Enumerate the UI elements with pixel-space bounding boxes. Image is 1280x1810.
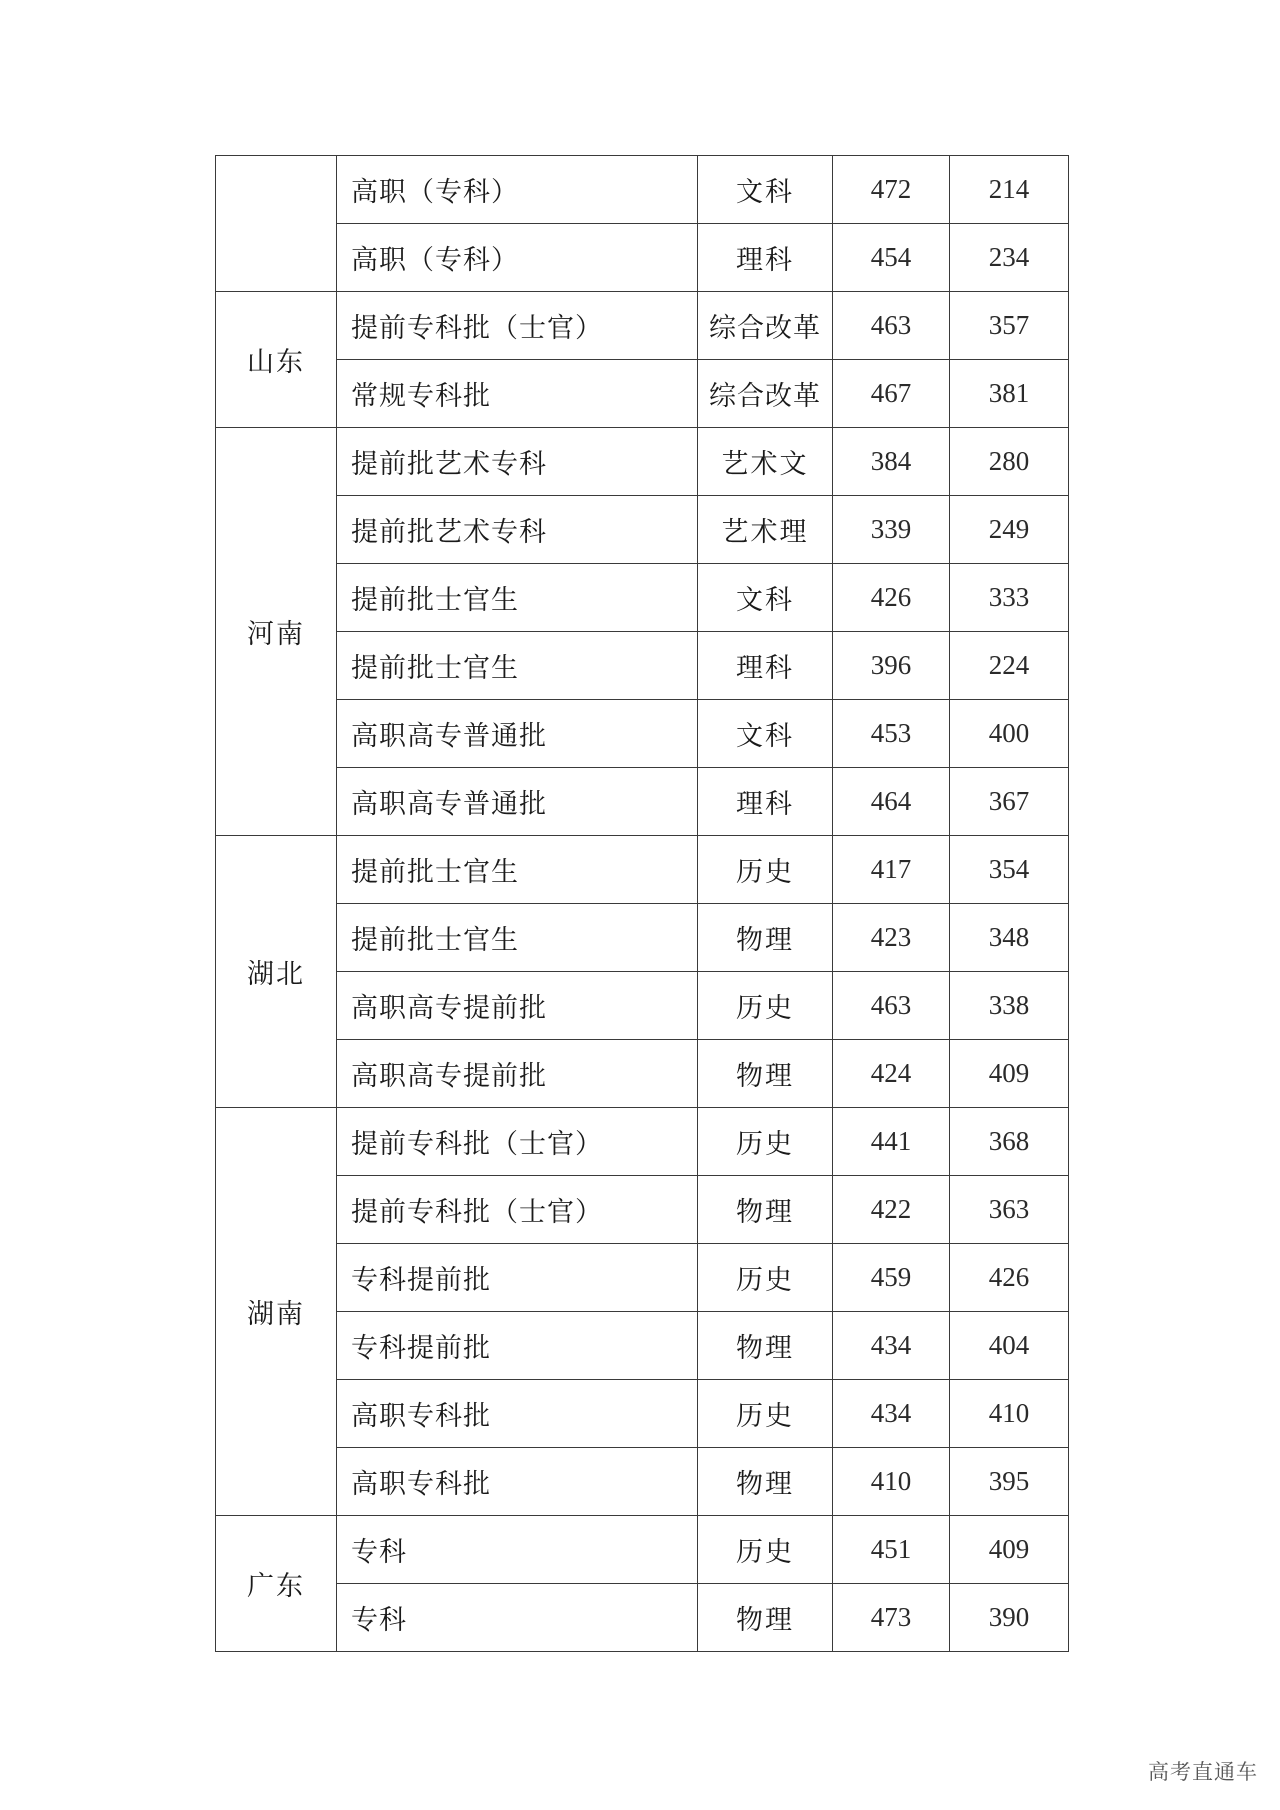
table-row [216,564,1069,632]
score-b-cell: 234 [950,224,1069,292]
score-a-cell: 464 [833,768,950,836]
watermark: 高考直通车 [1148,1760,1258,1784]
category-cell: 综合改革 [698,292,833,360]
category-cell: 历史 [698,1244,833,1312]
table-row [216,428,1069,496]
category-cell: 物理 [698,1040,833,1108]
score-a-cell: 426 [833,564,950,632]
table-row [216,836,1069,904]
category-cell: 物理 [698,1312,833,1380]
category-cell: 历史 [698,1380,833,1448]
table-row [216,1380,1069,1448]
table-row [216,972,1069,1040]
score-a-cell: 473 [833,1584,950,1652]
score-b-cell: 410 [950,1380,1069,1448]
table-row [216,1516,1069,1584]
batch-cell: 专科 [337,1516,698,1584]
batch-cell: 高职高专提前批 [337,972,698,1040]
score-a-cell: 384 [833,428,950,496]
batch-cell: 高职（专科） [337,156,698,224]
batch-cell: 提前专科批（士官） [337,1176,698,1244]
table-row [216,1584,1069,1652]
province-cell [216,156,337,292]
score-b-cell: 338 [950,972,1069,1040]
batch-cell: 高职高专普通批 [337,768,698,836]
score-a-cell: 467 [833,360,950,428]
score-a-cell: 459 [833,1244,950,1312]
score-b-cell: 363 [950,1176,1069,1244]
batch-cell: 提前批士官生 [337,904,698,972]
category-cell: 文科 [698,700,833,768]
table-row [216,904,1069,972]
table-row [216,768,1069,836]
score-b-cell: 409 [950,1516,1069,1584]
province-cell: 广东 [216,1516,337,1652]
category-cell: 文科 [698,156,833,224]
score-a-cell: 422 [833,1176,950,1244]
batch-cell: 高职高专普通批 [337,700,698,768]
score-b-cell: 333 [950,564,1069,632]
table-row [216,1108,1069,1176]
score-b-cell: 400 [950,700,1069,768]
score-a-cell: 454 [833,224,950,292]
batch-cell: 高职专科批 [337,1448,698,1516]
table-row [216,496,1069,564]
score-a-cell: 396 [833,632,950,700]
score-a-cell: 463 [833,972,950,1040]
table-row [216,632,1069,700]
batch-cell: 专科提前批 [337,1244,698,1312]
table-row [216,700,1069,768]
score-a-cell: 441 [833,1108,950,1176]
table-row [216,224,1069,292]
table-row [216,360,1069,428]
table-row [216,1244,1069,1312]
score-b-cell: 404 [950,1312,1069,1380]
batch-cell: 常规专科批 [337,360,698,428]
table-row [216,292,1069,360]
score-a-cell: 424 [833,1040,950,1108]
score-b-cell: 249 [950,496,1069,564]
score-a-cell: 451 [833,1516,950,1584]
batch-cell: 专科 [337,1584,698,1652]
category-cell: 物理 [698,1448,833,1516]
province-cell: 湖北 [216,836,337,1108]
category-cell: 物理 [698,904,833,972]
score-b-cell: 354 [950,836,1069,904]
score-b-cell: 426 [950,1244,1069,1312]
score-a-cell: 434 [833,1312,950,1380]
category-cell: 历史 [698,972,833,1040]
score-b-cell: 280 [950,428,1069,496]
table-row [216,1312,1069,1380]
table-row [216,1040,1069,1108]
batch-cell: 提前专科批（士官） [337,1108,698,1176]
score-a-cell: 410 [833,1448,950,1516]
batch-cell: 提前批士官生 [337,564,698,632]
score-b-cell: 368 [950,1108,1069,1176]
score-a-cell: 339 [833,496,950,564]
table-row [216,1176,1069,1244]
score-table-body [216,156,1069,1652]
category-cell: 历史 [698,836,833,904]
category-cell: 理科 [698,768,833,836]
batch-cell: 提前批艺术专科 [337,428,698,496]
score-b-cell: 214 [950,156,1069,224]
batch-cell: 提前专科批（士官） [337,292,698,360]
table-row [216,1448,1069,1516]
category-cell: 文科 [698,564,833,632]
province-cell: 湖南 [216,1108,337,1516]
score-a-cell: 423 [833,904,950,972]
category-cell: 理科 [698,224,833,292]
score-a-cell: 463 [833,292,950,360]
batch-cell: 高职高专提前批 [337,1040,698,1108]
category-cell: 理科 [698,632,833,700]
score-b-cell: 409 [950,1040,1069,1108]
score-b-cell: 395 [950,1448,1069,1516]
category-cell: 历史 [698,1108,833,1176]
batch-cell: 专科提前批 [337,1312,698,1380]
category-cell: 艺术文 [698,428,833,496]
score-b-cell: 367 [950,768,1069,836]
category-cell: 艺术理 [698,496,833,564]
batch-cell: 提前批士官生 [337,836,698,904]
category-cell: 历史 [698,1516,833,1584]
score-a-cell: 417 [833,836,950,904]
score-a-cell: 453 [833,700,950,768]
score-b-cell: 390 [950,1584,1069,1652]
score-a-cell: 434 [833,1380,950,1448]
table-row [216,156,1069,224]
batch-cell: 提前批士官生 [337,632,698,700]
score-b-cell: 381 [950,360,1069,428]
score-a-cell: 472 [833,156,950,224]
category-cell: 物理 [698,1176,833,1244]
category-cell: 物理 [698,1584,833,1652]
category-cell: 综合改革 [698,360,833,428]
score-b-cell: 224 [950,632,1069,700]
province-cell: 山东 [216,292,337,428]
score-table [215,155,1069,1652]
province-cell: 河南 [216,428,337,836]
score-b-cell: 348 [950,904,1069,972]
batch-cell: 提前批艺术专科 [337,496,698,564]
score-b-cell: 357 [950,292,1069,360]
batch-cell: 高职（专科） [337,224,698,292]
batch-cell: 高职专科批 [337,1380,698,1448]
